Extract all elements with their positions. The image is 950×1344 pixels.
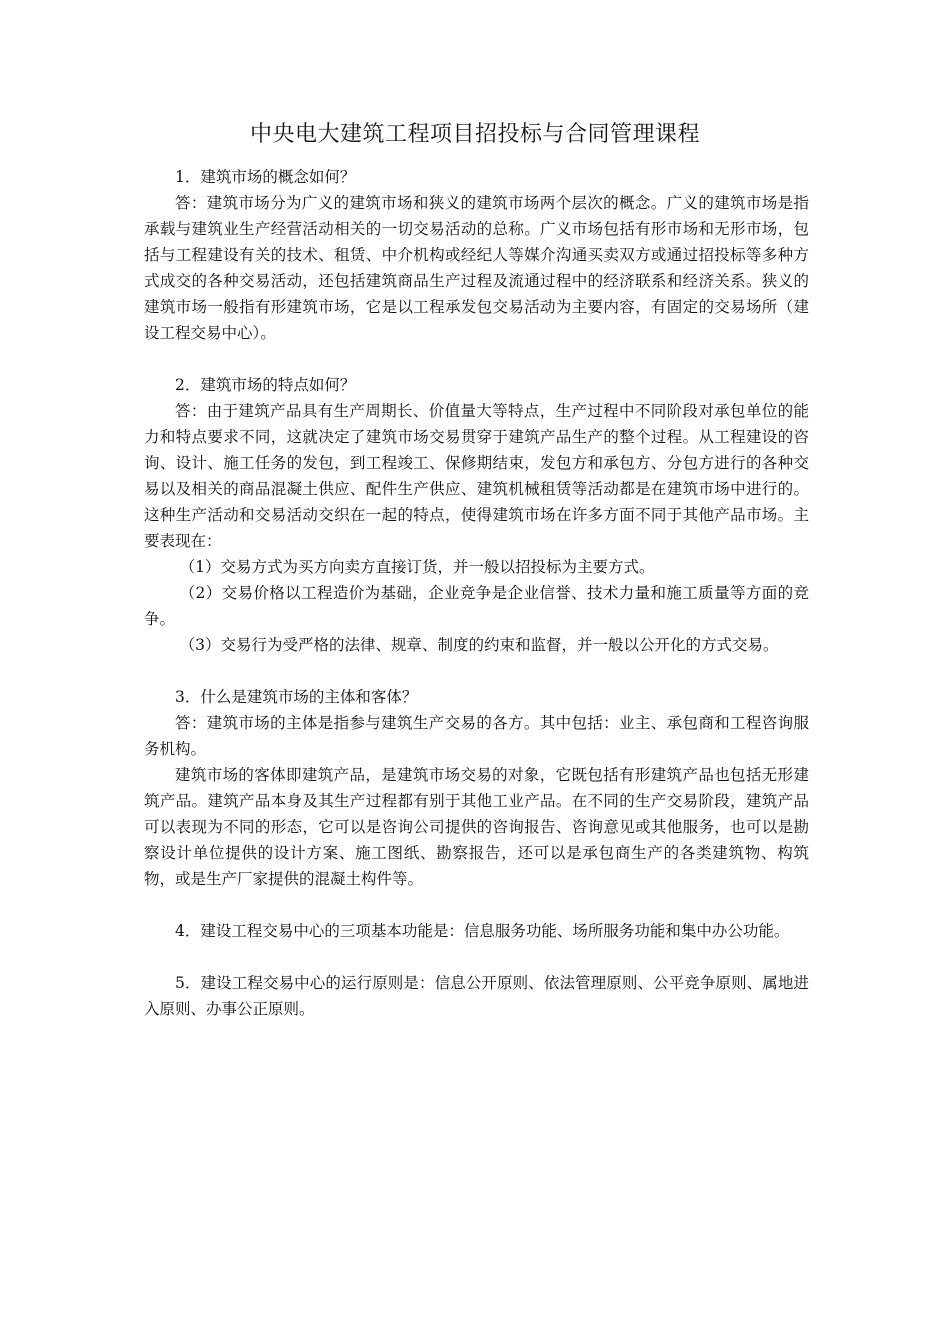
- q5-statement: 5．建设工程交易中心的运行原则是：信息公开原则、依法管理原则、公平竞争原则、属地进入原则、办事公正原则。: [144, 974, 809, 1018]
- q2-question: 2．建筑市场的特点如何？: [175, 376, 356, 394]
- q2-item-1: （1）交易方式为买方向卖方直接订货，并一般以招投标为主要方式。: [179, 558, 655, 576]
- q3-answer-continued: 建筑市场的客体即建筑产品，是建筑市场交易的对象，它既包括有形建筑产品也包括无形建筑产品。建筑产品本身及其生产过程都有别于其他工业产品。在不同的生产交易阶段，建筑产品可以表现为不同的形态，它可以是咨询公司提供的咨询报告、咨询意见或其他服务，也可以是勘察设计单位提供的设计方案、施工图纸、勘察报告，还可以是承包商生产的各类建筑物、构筑物，或是生产厂家提供的混凝土构件等。: [144, 766, 809, 888]
- q3-question: 3．什么是建筑市场的主体和客体？: [175, 688, 418, 706]
- q4-statement: 4．建设工程交易中心的三项基本功能是：信息服务功能、场所服务功能和集中办公功能。: [175, 922, 790, 940]
- q3-answer: 答：建筑市场的主体是指参与建筑生产交易的各方。其中包括：业主、承包商和工程咨询服务机构。: [144, 714, 809, 758]
- q1-answer: 答：建筑市场分为广义的建筑市场和狭义的建筑市场两个层次的概念。广义的建筑市场是指承载与建筑业生产经营活动相关的一切交易活动的总称。广义市场包括有形市场和无形市场，包括与工程建设有关的技术、租赁、中介机构或经纪人等媒介沟通买卖双方或通过招投标等多种方式成交的各种交易活动，还包括建筑商品生产过程及流通过程中的经济联系和经济关系。狭义的建筑市场一般指有形建筑市场，它是以工程承发包交易活动为主要内容，有固定的交易场所（建设工程交易中心）。: [144, 194, 809, 342]
- q2-item-2: （2）交易价格以工程造价为基础，企业竞争是企业信誉、技术力量和施工质量等方面的竞争。: [144, 584, 809, 628]
- q1-question: 1．建筑市场的概念如何？: [175, 168, 356, 186]
- q2-answer: 答：由于建筑产品具有生产周期长、价值量大等特点，生产过程中不同阶段对承包单位的能力和特点要求不同，这就决定了建筑市场交易贯穿于建筑产品生产的整个过程。从工程建设的咨询、设计、施工任务的发包，到工程竣工、保修期结束，发包方和承包方、分包方进行的各种交易以及相关的商品混凝土供应、配件生产供应、建筑机械租赁等活动都是在建筑市场中进行的。这种生产活动和交易活动交织在一起的特点，使得建筑市场在许多方面不同于其他产品市场。主要表现在：: [144, 402, 809, 550]
- document-body: [144, 164, 809, 1022]
- document-title: 中央电大建筑工程项目招投标与合同管理课程: [249, 122, 700, 147]
- q2-item-3: （3）交易行为受严格的法律、规章、制度的约束和监督，并一般以公开化的方式交易。: [179, 636, 779, 654]
